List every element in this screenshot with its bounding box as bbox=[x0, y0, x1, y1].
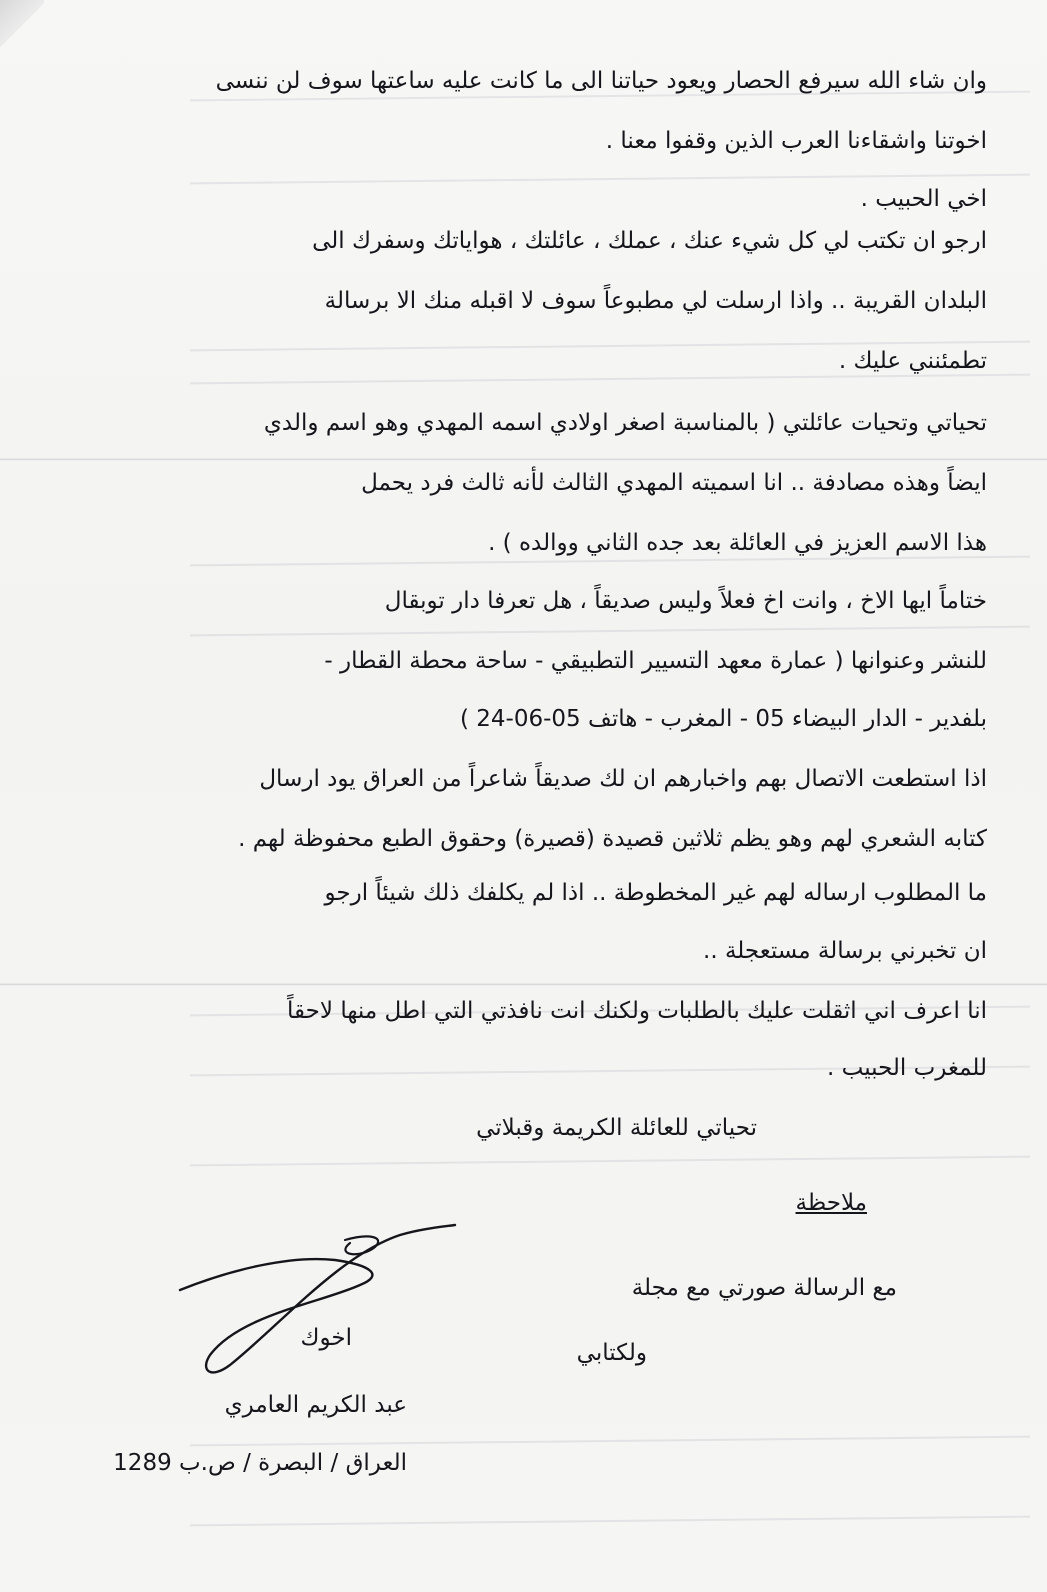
letter-line: اخوتنا واشقاءنا العرب الذين وقفوا معنا . bbox=[605, 128, 987, 154]
bleed-through-line bbox=[190, 174, 1030, 185]
bleed-through-line bbox=[190, 374, 1030, 385]
fold-crease bbox=[0, 983, 1047, 986]
sender-address: العراق / البصرة / ص.ب 1289 bbox=[113, 1450, 407, 1476]
letter-line: انا اعرف اني اثقلت عليك بالطلبات ولكنك انت نافذتي التي اطل منها لاحقاً bbox=[287, 998, 987, 1024]
letter-greeting: اخي الحبيب . bbox=[860, 186, 987, 212]
bleed-through-line bbox=[190, 1516, 1030, 1527]
bleed-through-line bbox=[190, 1156, 1030, 1167]
letter-line: وان شاء الله سيرفع الحصار ويعود حياتنا الى ما كانت عليه ساعتها سوف لن ننسى bbox=[215, 68, 987, 94]
letter-line: ختاماً ايها الاخ ، وانت اخ فعلاً وليس صديقاً ، هل تعرفا دار توبقال bbox=[384, 588, 987, 614]
note-line: ولكتابي bbox=[576, 1340, 647, 1366]
letter-line: ان تخبرني برسالة مستعجلة .. bbox=[703, 938, 987, 964]
letter-line: تحياتي وتحيات عائلتي ( بالمناسبة اصغر اولادي اسمه المهدي وهو اسم والدي bbox=[263, 410, 987, 436]
letter-line: بلفدير - الدار البيضاء 05 - المغرب - هاتف 05-06-24 ) bbox=[459, 706, 987, 732]
note-line: مع الرسالة صورتي مع مجلة bbox=[631, 1275, 897, 1301]
letter-line: هذا الاسم العزيز في العائلة بعد جده الثاني ووالده ) . bbox=[488, 530, 987, 556]
letter-line: البلدان القريبة .. واذا ارسلت لي مطبوعاً سوف لا اقبله منك الا برسالة bbox=[324, 288, 987, 314]
letter-line: ما المطلوب ارساله لهم غير المخطوطة .. اذا لم يكلفك ذلك شيئاً ارجو bbox=[324, 880, 987, 906]
letter-line: تطمئنني عليك . bbox=[838, 348, 987, 374]
letter-line: كتابه الشعري لهم وهو يظم ثلاثين قصيدة (قصيرة) وحقوق الطبع محفوظة لهم . bbox=[238, 826, 987, 852]
bleed-through-line bbox=[190, 626, 1030, 637]
sign-off: اخوك bbox=[300, 1325, 352, 1351]
letter-line: ايضاً وهذه مصادفة .. انا اسميته المهدي الثالث لأنه ثالث فرد يحمل bbox=[361, 470, 987, 496]
letter-line: اذا استطعت الاتصال بهم واخبارهم ان لك صديقاً شاعراً من العراق يود ارسال bbox=[259, 766, 987, 792]
letter-line: للمغرب الحبيب . bbox=[826, 1055, 987, 1081]
bleed-through-line bbox=[190, 1436, 1030, 1447]
sender-name: عبد الكريم العامري bbox=[224, 1392, 407, 1418]
torn-corner bbox=[0, 0, 44, 60]
letter-line: ارجو ان تكتب لي كل شيء عنك ، عملك ، عائلتك ، هواياتك وسفرك الى bbox=[312, 228, 987, 254]
signature-scribble bbox=[170, 1215, 460, 1385]
note-heading: ملاحظة bbox=[795, 1190, 867, 1216]
letter-closing: تحياتي للعائلة الكريمة وقبلاتي bbox=[476, 1115, 757, 1141]
bleed-through-line bbox=[190, 556, 1030, 567]
letter-line: للنشر وعنوانها ( عمارة معهد التسيير التطبيقي - ساحة محطة القطار - bbox=[324, 648, 987, 674]
fold-crease bbox=[0, 458, 1047, 461]
